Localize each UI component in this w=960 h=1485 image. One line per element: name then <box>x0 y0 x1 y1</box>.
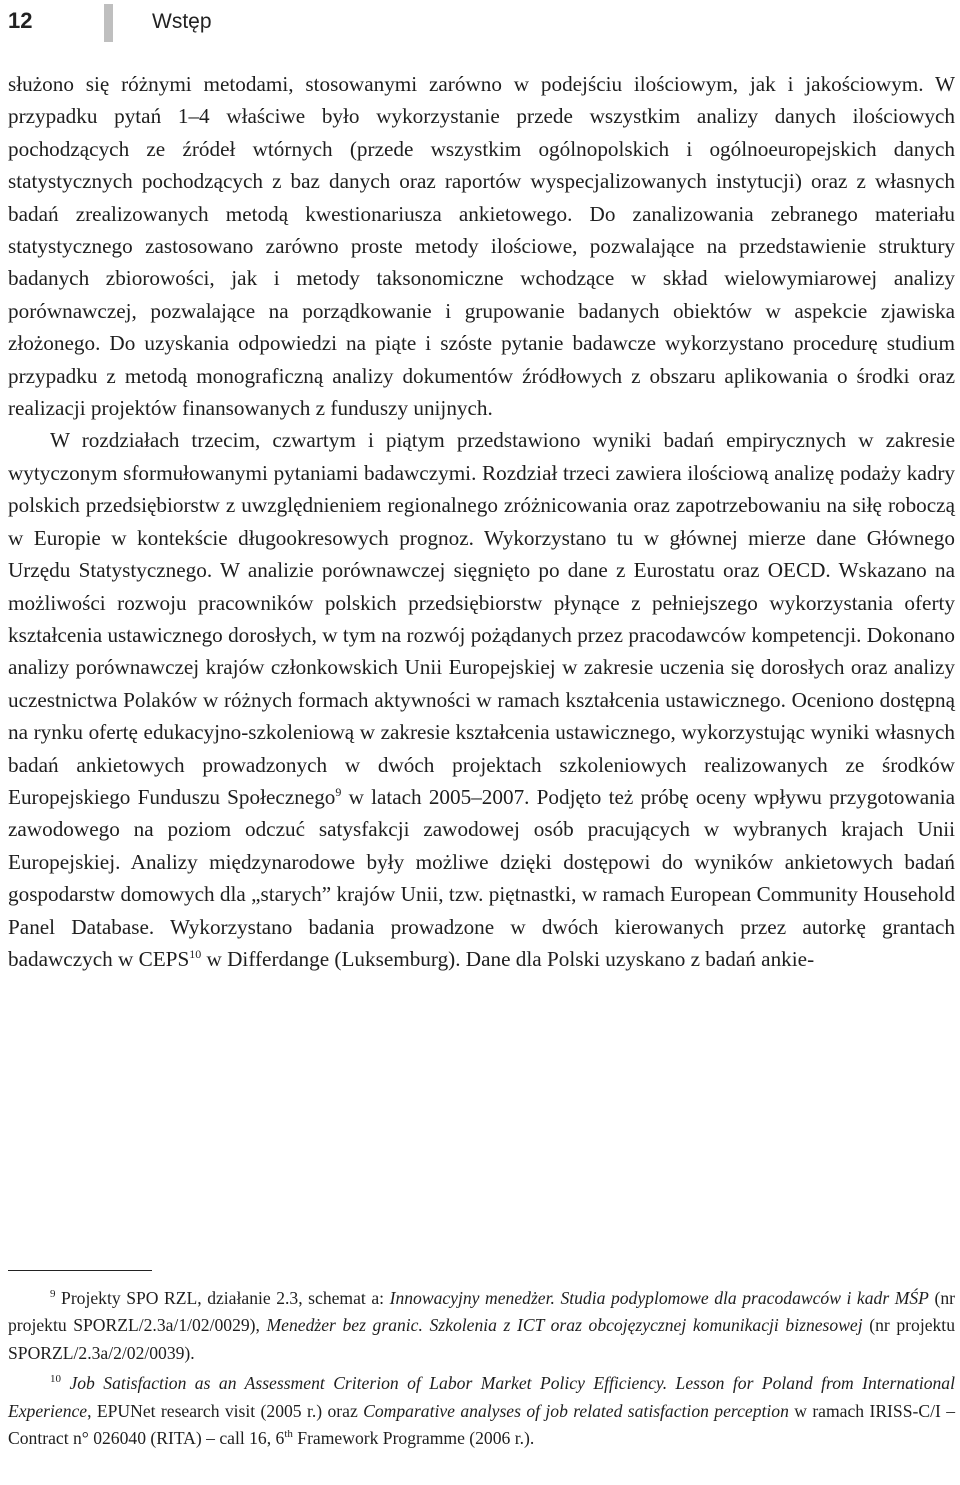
footnote-10-text-2: w ramach IRISS-C/I – Contract n° 026040 (RITA) – call 16, 6 <box>8 1400 955 1449</box>
footnote-separator <box>8 1270 152 1271</box>
paragraph-2 <box>8 424 955 975</box>
footnote-9-text-2: (nr projektu SPORZL/2.3a/1/02/0029), <box>8 1288 955 1336</box>
footnote-10-text-3: Framework Programme (2006 r.). <box>292 1428 535 1449</box>
paragraph-2-text-b: w latach 2005–2007. Podjęto też próbę oceny wpływu przygotowania zawodowego na poziom odczuć satysfakcji zawodowej osób pracujących w wybranych krajach Unii Europejskiej. Analizy międzynarodowe były możliwe dzięki dostępowi do wyników ankietowych badań gospodarstw domowych dla „starych” krajów Unii, tzw. piętnastki, w ramach European Community Household Panel Database. Wykorzystano badania prowadzone w dwóch kierowanych przez autorkę grantach badawczych w CEPS <box>8 784 955 971</box>
footnote-10-text-1: , EPUNet research visit (2005 r.) oraz <box>87 1400 364 1421</box>
paragraph-1 <box>8 68 955 424</box>
footnote-ref-10[interactable]: 10 <box>189 946 202 961</box>
footnote-9-text-3: (nr projektu SPORZL/2.3a/2/02/0039). <box>8 1315 955 1363</box>
footnote-ref-9[interactable]: 9 <box>335 784 342 799</box>
footnote-9-text-1: Projekty SPO RZL, działanie 2.3, schemat a: <box>55 1288 390 1308</box>
paragraph-1-text: służono się różnymi metodami, stosowanymi zarówno w podejściu ilościowym, jak i jakościowym. W przypadku pytań 1–4 właściwe było wykorzystanie przede wszystkim analizy danych ilościowych pochodzących ze źródeł wtórnych (przede wszystkim ogólnopolskich i ogólnoeuropejskich danych statystycznych pochodzących z baz danych oraz raportów wyspecjalizowanych instytucji) oraz z własnych badań zrealizowanych metodą kwestionariusza ankietowego. Do zanalizowania zebranego materiału statystycznego zastosowano zarówno proste metody ilościowe, pozwalające na przedstawienie struktury badanych zbiorowości, jak i metody taksonomiczne wchodzące w skład wielowymiarowej analizy porównawczej, pozwalające na porządkowanie i grupowanie badanych obiektów w aspekcie zjawiska złożonego. Do uzyskania odpowiedzi na piąte i szóste pytanie badawcze wykorzystano procedurę studium przypadku z metodą monograficzną analizy dokumentów źródłowych z obszaru aplikowania o środki oraz realizacji projektów finansowanych z funduszy unijnych. <box>8 72 955 421</box>
page-number: 12 <box>8 8 33 33</box>
header-divider-bar <box>104 4 113 42</box>
footnotes <box>8 1285 955 1452</box>
footnote-9-number: 9 <box>50 1288 56 1301</box>
running-header-title: Wstęp <box>152 10 212 33</box>
footnote-9-title-2: Menedżer bez granic. Szkolenia z ICT oraz obcojęzycznej komunikacji biznesowej <box>266 1315 863 1336</box>
footnote-10-number: 10 <box>50 1373 61 1386</box>
main-text <box>8 68 955 975</box>
footnote-10 <box>8 1370 955 1452</box>
page-header <box>0 0 960 46</box>
footnote-9-title-1: Innowacyjny menedżer. Studia podyplomowe dla pracodawców i kadr MŚP <box>389 1288 929 1308</box>
footnote-10-title-1: Job Satisfaction as an Assessment Criterion of Labor Market Policy Efficiency. Lesson for Poland from International Experience <box>8 1373 955 1421</box>
paragraph-2-text-a: W rozdziałach trzecim, czwartym i piątym przedstawiono wyniki badań empirycznych w zakresie wytyczonym sformułowanymi pytaniami badawczymi. Rozdział trzeci zawiera ilościową analizę podaży kadry polskich przedsiębiorstw z uwzględnieniem regionalnego zróżnicowania oraz zapotrzebowaniu na siłę roboczą w Europie w kontekście długookresowych prognoz. Wykorzystano tu w głównej mierze dane Głównego Urzędu Statystycznego. W analizie porównawczej sięgnięto po dane z Eurostatu oraz OECD. Wskazano na możliwości rozwoju pracowników polskich przedsiębiorstw płynące z pełniejszego wykorzystania oferty kształcenia ustawicznego dorosłych, w tym na rozwój pożądanych przez pracodawców kompetencji. Dokonano analizy porównawczej krajów członkowskich Unii Europejskiej w zakresie uczenia się dorosłych oraz analizy uczestnictwa Polaków w różnych formach aktywności w ramach kształcenia ustawicznego. Oceniono dostępną na rynku ofertę edukacyjno-szkoleniową w zakresie kształcenia ustawicznego, wykorzystując wyniki własnych badań ankietowych prowadzonych w dwóch projektach szkoleniowych realizowanych ze środków Europejskiego Funduszu Społecznego <box>8 428 955 809</box>
footnote-10-title-2: Comparative analyses of job related satisfaction perception <box>363 1400 789 1421</box>
footnote-9 <box>8 1285 955 1367</box>
paragraph-2-text-c: w Differdange (Luksemburg). Dane dla Polski uzyskano z badań ankie- <box>201 946 815 971</box>
footnote-10-ordinal: th <box>284 1428 293 1441</box>
